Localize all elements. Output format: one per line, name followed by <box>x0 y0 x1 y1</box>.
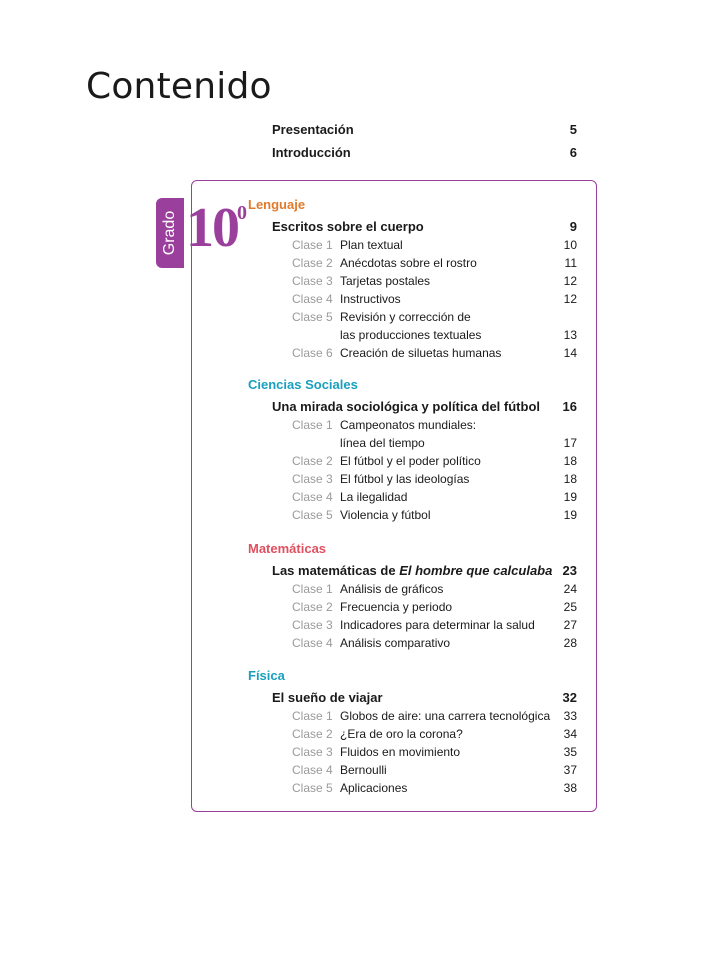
class-page: 14 <box>563 346 577 360</box>
class-title: Revisión y corrección de <box>340 310 471 324</box>
class-page <box>553 416 577 434</box>
class-entry[interactable] <box>292 326 577 344</box>
class-title: Bernoulli <box>340 763 387 777</box>
class-entry[interactable] <box>292 470 577 488</box>
class-title: Anécdotas sobre el rostro <box>340 256 477 270</box>
class-entry[interactable] <box>292 452 577 470</box>
class-label: Clase 2 <box>292 256 333 270</box>
unit-entry-fisica[interactable] <box>272 690 577 705</box>
class-page: 37 <box>563 763 577 777</box>
toc-entry-page: 6 <box>569 145 577 160</box>
class-label: Clase 1 <box>292 709 333 723</box>
unit-title: Las matemáticas de El hombre que calculaba <box>272 563 553 578</box>
class-title: Análisis de gráficos <box>340 582 444 596</box>
class-label: Clase 4 <box>292 292 333 306</box>
class-page: 11 <box>564 256 577 270</box>
class-page: 27 <box>563 618 577 632</box>
class-label: Clase 2 <box>292 727 333 741</box>
unit-page: 32 <box>562 690 577 705</box>
class-page: 38 <box>563 781 577 795</box>
class-label <box>292 326 340 344</box>
class-page <box>553 308 577 326</box>
toc-entry-page: 5 <box>569 122 577 137</box>
class-label: Clase 4 <box>292 763 333 777</box>
class-entry[interactable] <box>292 434 577 452</box>
subject-heading-lenguaje: Lenguaje <box>248 197 306 212</box>
subject-heading-ciencias-sociales: Ciencias Sociales <box>248 377 358 392</box>
unit-title: Una mirada sociológica y política del fútbol <box>272 399 540 414</box>
class-title: Aplicaciones <box>340 781 408 795</box>
class-entry[interactable] <box>292 272 577 290</box>
class-entry[interactable] <box>292 254 577 272</box>
toc-entry-introduccion[interactable] <box>272 145 577 163</box>
class-entry[interactable] <box>292 743 577 761</box>
class-entry[interactable] <box>292 580 577 598</box>
class-label: Clase 5 <box>292 781 333 795</box>
unit-entry-ciencias-sociales[interactable] <box>272 399 577 414</box>
grade-tab <box>156 198 184 268</box>
class-page: 35 <box>563 745 577 759</box>
class-title: Tarjetas postales <box>340 274 431 288</box>
class-entry[interactable] <box>292 634 577 652</box>
class-label: Clase 5 <box>292 508 333 522</box>
class-title: Violencia y fútbol <box>340 508 431 522</box>
class-page: 28 <box>563 636 577 650</box>
toc-entry-label: Introducción <box>272 145 351 160</box>
class-page: 10 <box>563 238 577 252</box>
class-label: Clase 1 <box>292 418 333 432</box>
class-page: 34 <box>563 727 577 741</box>
class-title: línea del tiempo <box>340 436 425 450</box>
class-label: Clase 5 <box>292 310 333 324</box>
class-page: 25 <box>563 600 577 614</box>
class-label: Clase 4 <box>292 636 333 650</box>
class-entry[interactable] <box>292 308 577 326</box>
unit-entry-lenguaje[interactable] <box>272 219 577 234</box>
unit-page: 9 <box>569 219 577 234</box>
toc-entry-presentacion[interactable] <box>272 122 577 140</box>
unit-title: Escritos sobre el cuerpo <box>272 219 424 234</box>
class-title: El fútbol y el poder político <box>340 454 481 468</box>
class-title: Indicadores para determinar la salud <box>340 618 535 632</box>
subject-heading-fisica: Física <box>248 668 285 683</box>
class-title: Frecuencia y periodo <box>340 600 453 614</box>
class-title: Creación de siluetas humanas <box>340 346 502 360</box>
grade-label: Grado <box>161 210 178 256</box>
class-entry[interactable] <box>292 707 577 725</box>
class-entry[interactable] <box>292 236 577 254</box>
class-label: Clase 3 <box>292 472 333 486</box>
class-entry[interactable] <box>292 344 577 362</box>
class-label: Clase 3 <box>292 618 333 632</box>
class-title: Plan textual <box>340 238 403 252</box>
class-title: Instructivos <box>340 292 401 306</box>
class-page: 18 <box>563 472 577 486</box>
unit-entry-matematicas[interactable] <box>272 563 577 578</box>
class-page: 24 <box>563 582 577 596</box>
class-page: 12 <box>563 274 577 288</box>
class-title: Globos de aire: una carrera tecnológica <box>340 709 551 723</box>
class-entry[interactable] <box>292 598 577 616</box>
class-page: 18 <box>563 454 577 468</box>
class-page: 12 <box>563 292 577 306</box>
class-title: Análisis comparativo <box>340 636 451 650</box>
class-title: Fluidos en movimiento <box>340 745 461 759</box>
class-entry[interactable] <box>292 725 577 743</box>
class-label: Clase 2 <box>292 600 333 614</box>
class-entry[interactable] <box>292 416 577 434</box>
class-page: 19 <box>563 490 577 504</box>
class-entry[interactable] <box>292 506 577 524</box>
class-entry[interactable] <box>292 761 577 779</box>
class-page: 33 <box>563 709 577 723</box>
unit-title-italic: El hombre que calculaba <box>399 563 553 578</box>
unit-page: 16 <box>562 399 577 414</box>
class-title: Campeonatos mundiales: <box>340 418 477 432</box>
class-entry[interactable] <box>292 616 577 634</box>
page-title: Contenido <box>86 66 272 107</box>
class-label <box>292 434 340 452</box>
class-entry[interactable] <box>292 779 577 797</box>
class-title: El fútbol y las ideologías <box>340 472 470 486</box>
unit-title: El sueño de viajar <box>272 690 383 705</box>
class-entry[interactable] <box>292 290 577 308</box>
unit-page: 23 <box>562 563 577 578</box>
class-title: ¿Era de oro la corona? <box>340 727 463 741</box>
class-page: 17 <box>563 436 577 450</box>
grade-number: 10 <box>186 197 238 259</box>
class-label: Clase 1 <box>292 238 333 252</box>
class-page: 19 <box>563 508 577 522</box>
class-label: Clase 1 <box>292 582 333 596</box>
subject-heading-matematicas: Matemáticas <box>248 541 327 556</box>
toc-entry-label: Presentación <box>272 122 354 137</box>
class-label: Clase 3 <box>292 274 333 288</box>
grade-superscript: 0 <box>237 202 247 224</box>
class-entry[interactable] <box>292 488 577 506</box>
class-page: 13 <box>563 328 577 342</box>
class-title: La ilegalidad <box>340 490 408 504</box>
class-title: las producciones textuales <box>340 328 482 342</box>
class-label: Clase 4 <box>292 490 333 504</box>
class-label: Clase 3 <box>292 745 333 759</box>
class-label: Clase 6 <box>292 346 333 360</box>
class-label: Clase 2 <box>292 454 333 468</box>
